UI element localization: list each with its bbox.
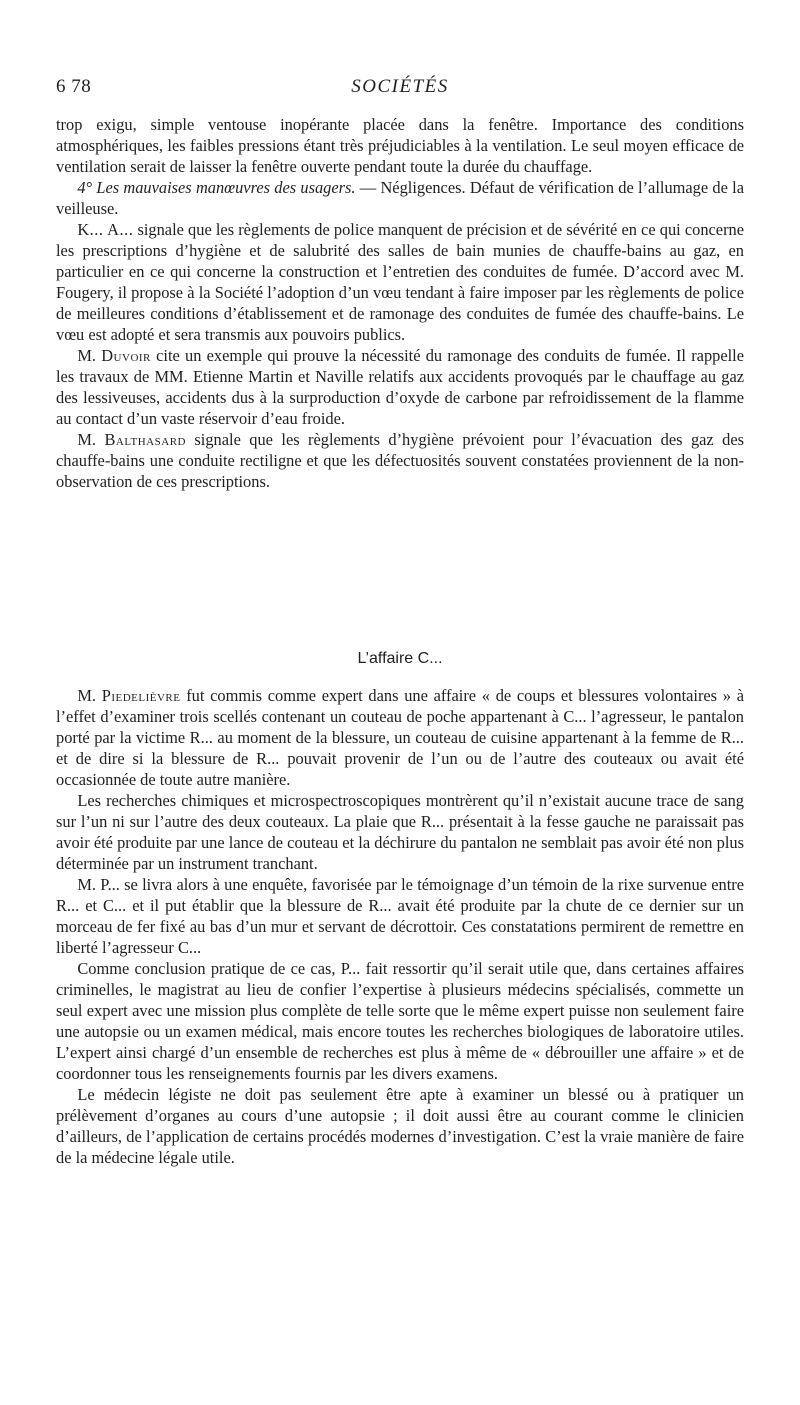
list-item-label: 4° Les mauvaises manœuvres des usagers. (77, 178, 356, 197)
section-body-1 (56, 114, 744, 492)
speaker-name: Piedelièvre (101, 686, 181, 705)
paragraph: 4° Les mauvaises manœuvres des usagers. — Négligences. Défaut de vérification de l’allumage de la veilleuse. (56, 178, 744, 218)
running-head: SOCIÉTÉS (351, 76, 449, 97)
speaker-name: Duvoir (101, 346, 151, 365)
paragraph: M. Piedelièvre fut commis comme expert dans une affaire « de coups et blessures volontaires » à l’effet d’examiner trois scellés contenant un couteau de poche appartenant à C... l’agresseur, le pantalon porté par la victime R... au moment de la blessure, un couteau de cuisine appartenant à la femme de R... et de dire si la blessure de R... pouvait provenir de l’un ou de l’autre des couteaux ou avait été occasionnée de toute autre manière. (56, 686, 744, 789)
section-body-2 (56, 685, 744, 1168)
page-number: 6 78 (56, 76, 92, 97)
paragraph: M. P... se livra alors à une enquête, favorisée par le témoignage d’un témoin de la rixe survenue entre R... et C... et il put établir que la blessure de R... avait été produite par la chute de ce dernier sur un morceau de fer fixé au bas d’un mur et servant de décrottoir. Ces constatations permirent de remettre en liberté l’agresseur C... (56, 875, 744, 957)
page-header (56, 76, 744, 102)
paragraph: trop exigu, simple ventouse inopérante placée dans la fenêtre. Importance des conditions atmosphériques, les faibles pressions étant très préjudiciables à la ventilation. Le seul moyen efficace de ventilation serait de laisser la fenêtre ouverte pendant toute la durée du chauffage. (56, 115, 744, 176)
paragraph: M. Duvoir cite un exemple qui prouve la nécessité du ramonage des conduits de fumée. Il rappelle les travaux de MM. Etienne Martin et Naville relatifs aux accidents provoqués par le chauffage au gaz des lessiveuses, accidents dus à la surproduction d’oxyde de carbone par refroidissement de la flamme au contact d’un vaste réservoir d’eau froide. (56, 346, 744, 428)
paragraph: K... A... signale que les règlements de police manquent de précision et de sévérité en ce qui concerne les prescriptions d’hygiène et de salubrité des salles de bain munies de chauffe-bains au gaz, en particulier en ce qui concerne la construction et l’entretien des conduites de fumée. D’accord avec M. Fougery, il propose à la Société l’adoption d’un vœu tendant à faire imposer par les règlements de police de meilleures conditions d’établissement et de ramonage des conduites de fumée des chauffe-bains. Le vœu est adopté et sera transmis aux pouvoirs publics. (56, 220, 744, 344)
paragraph: Les recherches chimiques et microspectroscopiques montrèrent qu’il n’existait aucune trace de sang sur l’un ni sur l’autre des deux couteaux. La plaie que R... présentait à la fesse gauche ne paraissait pas avoir été produite par une lance de couteau et la déchirure du pantalon ne semblait pas avoir été non plus déterminée par un instrument tranchant. (56, 791, 744, 873)
paragraph: Comme conclusion pratique de ce cas, P... fait ressortir qu’il serait utile que, dans certaines affaires criminelles, le magistrat au lieu de confier l’expertise à plusieurs médecins spécialisés, commette un seul expert avec une mission plus complète de telle sorte que le même expert puisse non seulement faire une autopsie ou un examen médical, mais encore toutes les recherches biologiques de laboratoire utiles. L’expert ainsi chargé d’un ensemble de recherches est plus à même de « débrouiller une affaire » et de coordonner tous les renseignements fournis par les divers examens. (56, 959, 744, 1083)
speaker-name: K... A... (77, 220, 134, 239)
section-title: L’affaire C... (357, 650, 443, 667)
speaker-name: Balthasard (104, 430, 186, 449)
paragraph: M. Balthasard signale que les règlements d’hygiène prévoient pour l’évacuation des gaz des chauffe-bains une conduite rectiligne et que les défectuosités souvent constatées proviennent de la non-observation de ces prescriptions. (56, 430, 744, 491)
paragraph: Le médecin légiste ne doit pas seulement être apte à examiner un blessé ou à pratiquer un prélèvement d’organes au cours d’une autopsie ; il doit aussi être au courant comme le clinicien d’ailleurs, de l’application de certains procédés modernes d’investigation. C’est la vraie manière de faire de la médecine légale utile. (56, 1085, 744, 1167)
